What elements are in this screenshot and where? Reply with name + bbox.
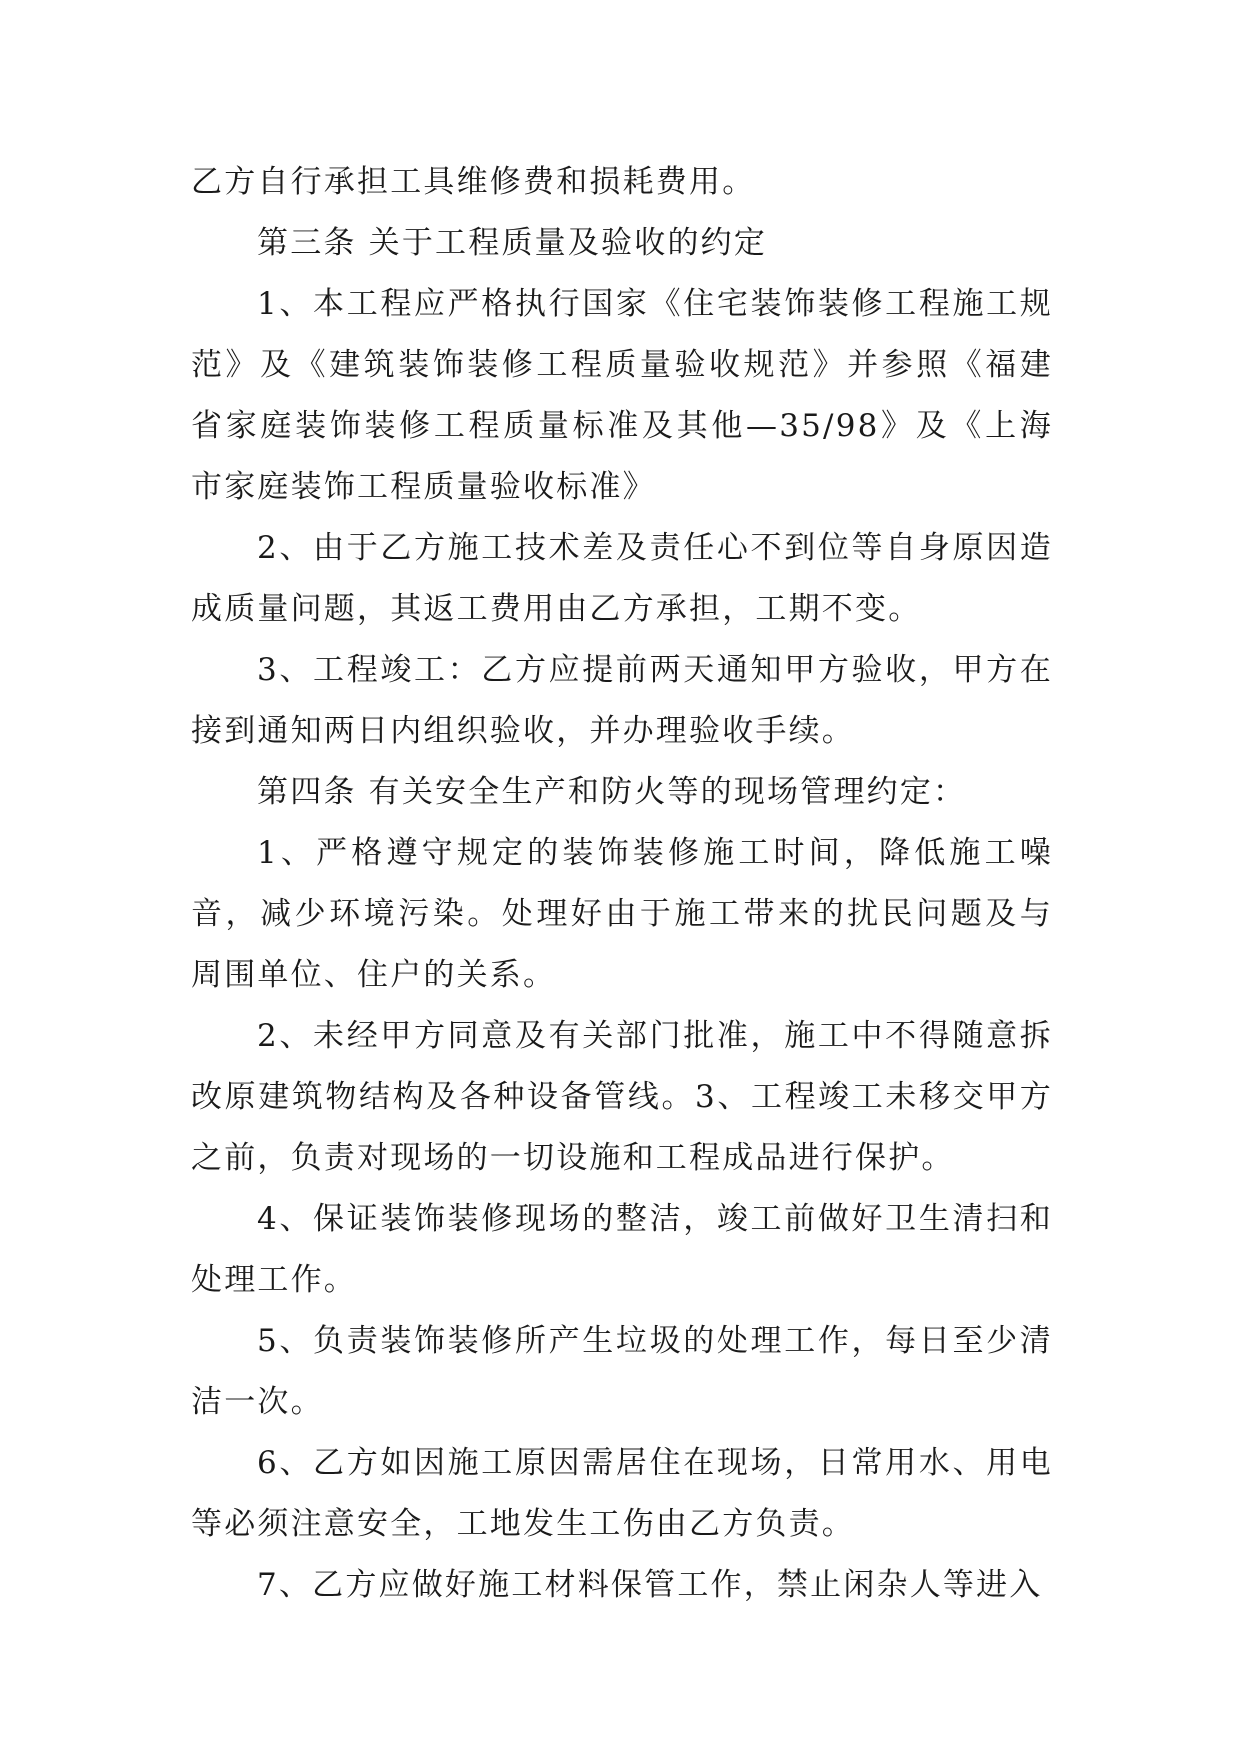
paragraph-4-6: 6、乙方如因施工原因需居住在现场，日常用水、用电等必须注意安全，工地发生工伤由乙方负责。 — [191, 1445, 1053, 1542]
paragraph-4-1: 1、严格遵守规定的装饰装修施工时间，降低施工噪音，减少环境污染。处理好由于施工带来的扰民问题及与周围单位、住户的关系。 — [191, 835, 1053, 993]
paragraph-3-1: 1、本工程应严格执行国家《住宅装饰装修工程施工规范》及《建筑装饰装修工程质量验收规范》并参照《福建省家庭装饰装修工程质量标准及其他—35/98》及《上海市家庭装饰工程质量验收标准》 — [191, 286, 1053, 505]
paragraph-3-2: 2、由于乙方施工技术差及责任心不到位等自身原因造成质量问题，其返工费用由乙方承担，工期不变。 — [191, 530, 1053, 627]
article-3-heading: 第三条 关于工程质量及验收的约定 — [257, 225, 768, 261]
paragraph-4-7: 7、乙方应做好施工材料保管工作，禁止闲杂人等进入 — [257, 1567, 1043, 1603]
paragraph-3-3: 3、工程竣工：乙方应提前两天通知甲方验收，甲方在接到通知两日内组织验收，并办理验收手续。 — [191, 652, 1053, 749]
paragraph-4-2: 2、未经甲方同意及有关部门批准，施工中不得随意拆改原建筑物结构及各种设备管线。3、工程竣工未移交甲方之前，负责对现场的一切设施和工程成品进行保护。 — [191, 1018, 1053, 1176]
paragraph-4-5: 5、负责装饰装修所产生垃圾的处理工作，每日至少清洁一次。 — [191, 1323, 1053, 1420]
paragraph-1: 乙方自行承担工具维修费和损耗费用。 — [191, 164, 756, 200]
article-4-heading: 第四条 有关安全生产和防火等的现场管理约定： — [257, 774, 967, 810]
document-body — [191, 152, 1053, 1616]
paragraph-4-4: 4、保证装饰装修现场的整洁，竣工前做好卫生清扫和处理工作。 — [191, 1201, 1053, 1298]
